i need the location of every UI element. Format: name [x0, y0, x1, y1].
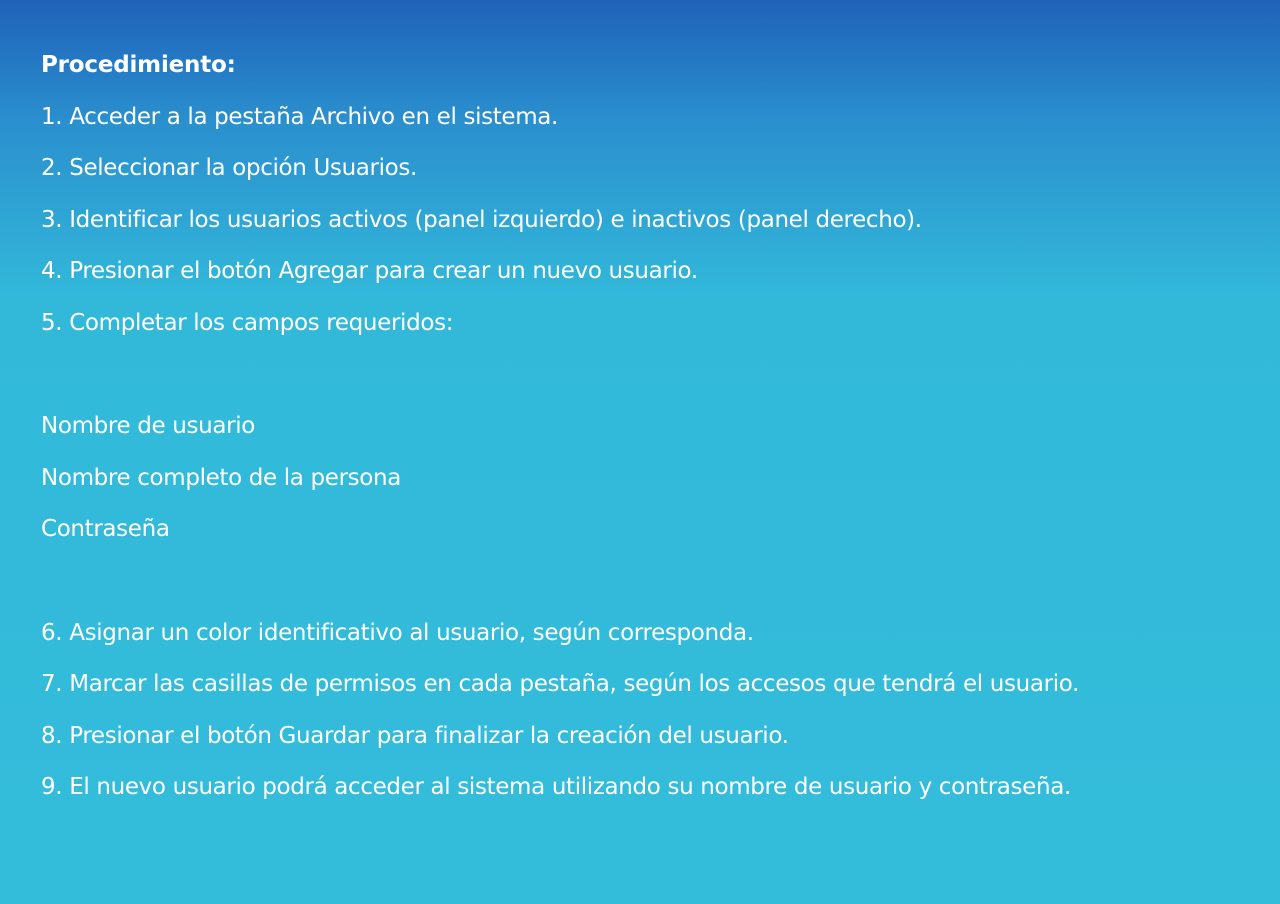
blank-line	[41, 354, 1271, 406]
step-1: 1. Acceder a la pestaña Archivo en el sistema.	[41, 103, 558, 130]
step-5: 5. Completar los campos requeridos:	[41, 309, 454, 336]
step-7: 7. Marcar las casillas de permisos en cada pestaña, según los accesos que tendrá el usuario.	[41, 671, 1080, 698]
step-2: 2. Seleccionar la opción Usuarios.	[41, 155, 418, 182]
blank-line	[41, 560, 1271, 612]
procedure-heading: Procedimiento:	[41, 52, 236, 78]
field-username: Nombre de usuario	[41, 413, 255, 440]
step-9: 9. El nuevo usuario podrá acceder al sistema utilizando su nombre de usuario y contraseña.	[41, 774, 1071, 801]
step-3: 3. Identificar los usuarios activos (panel izquierdo) e inactivos (panel derecho).	[41, 206, 922, 233]
procedure-document	[41, 44, 1271, 818]
step-4: 4. Presionar el botón Agregar para crear un nuevo usuario.	[41, 258, 698, 285]
field-full-name: Nombre completo de la persona	[41, 464, 401, 491]
step-6: 6. Asignar un color identificativo al usuario, según corresponda.	[41, 619, 754, 646]
step-8: 8. Presionar el botón Guardar para finalizar la creación del usuario.	[41, 722, 789, 749]
field-password: Contraseña	[41, 516, 170, 543]
